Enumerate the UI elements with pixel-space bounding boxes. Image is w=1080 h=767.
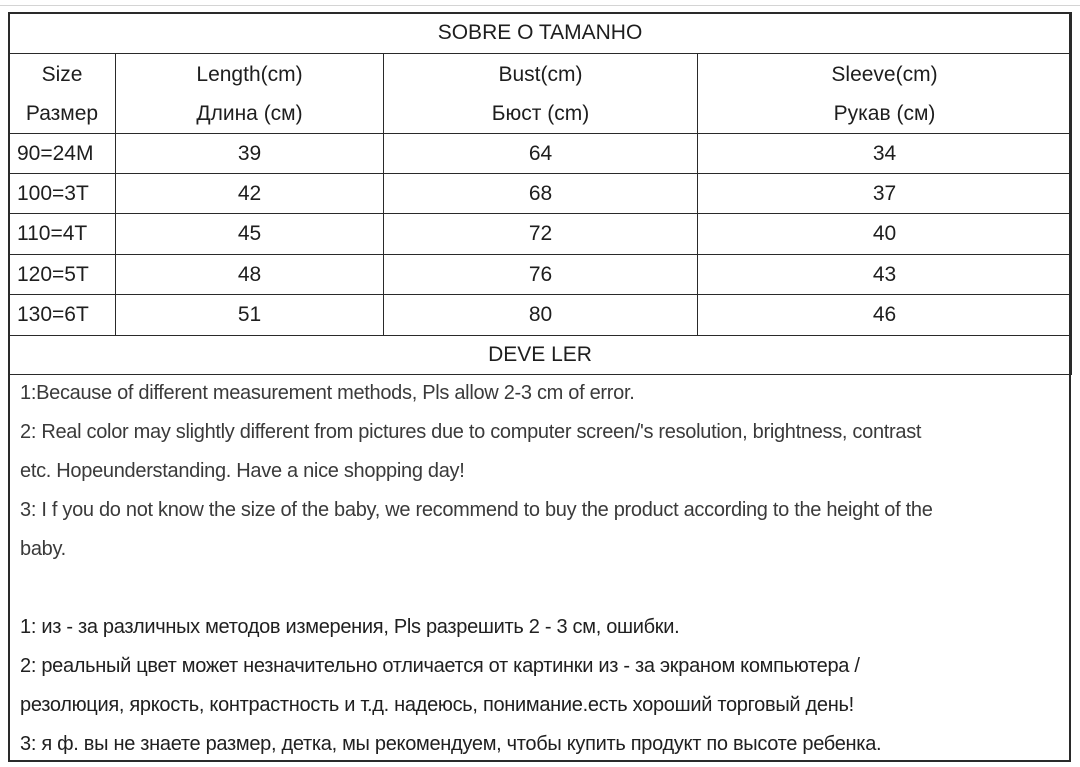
cell-length: 39	[116, 134, 384, 174]
notes-block	[20, 374, 1066, 764]
cell-bust: 80	[384, 295, 698, 336]
note-en-2-cont: etc. Hopeunderstanding. Have a nice shopping day!	[20, 460, 465, 482]
cell-length: 42	[116, 174, 384, 214]
cell-size: 90=24M	[9, 134, 116, 174]
cell-sleeve: 40	[698, 214, 1072, 255]
cell-bust: 68	[384, 174, 698, 214]
cell-sleeve: 37	[698, 174, 1072, 214]
header-length-ru: Длина (см)	[196, 101, 303, 125]
table-title: SOBRE O TAMANHO	[9, 13, 1072, 54]
cell-size: 130=6T	[9, 295, 116, 336]
cell-length: 45	[116, 214, 384, 255]
cell-size: 110=4T	[9, 214, 116, 255]
note-en-1: 1:Because of different measurement methods, Pls allow 2-3 cm of error.	[20, 382, 635, 404]
note-ru-2-cont: резолюция, яркость, контрастность и т.д. надеюсь, понимание.есть хороший торговый день!	[20, 694, 854, 716]
cell-bust: 72	[384, 214, 698, 255]
note-en-3-cont: baby.	[20, 538, 66, 560]
cell-bust: 76	[384, 255, 698, 295]
cell-length: 48	[116, 255, 384, 295]
top-divider	[0, 0, 1080, 6]
note-ru-2: 2: реальный цвет может незначительно отличается от картинки из - за экраном компьютера /	[20, 655, 860, 677]
cell-length: 51	[116, 295, 384, 336]
cell-size: 100=3T	[9, 174, 116, 214]
header-sleeve-en: Sleeve(cm)	[831, 62, 938, 86]
header-size-en: Size	[41, 62, 83, 86]
note-en-3: 3: I f you do not know the size of the baby, we recommend to buy the product according to the height of the	[20, 499, 933, 521]
cell-sleeve: 34	[698, 134, 1072, 174]
cell-bust: 64	[384, 134, 698, 174]
cell-sleeve: 46	[698, 295, 1072, 336]
note-ru-3: 3: я ф. вы не знаете размер, детка, мы рекомендуем, чтобы купить продукт по высоте ребенка.	[20, 733, 882, 755]
note-en-2: 2: Real color may slightly different from pictures due to computer screen/'s resolution, brightness, contrast	[20, 421, 922, 443]
notes-spacer	[20, 569, 1066, 608]
header-sleeve-ru: Рукав (см)	[833, 101, 936, 125]
section-title: DEVE LER	[9, 336, 1072, 375]
header-bust-en: Bust(cm)	[498, 62, 583, 86]
note-ru-1: 1: из - за различных методов измерения, Pls разрешить 2 - 3 см, ошибки.	[20, 616, 680, 638]
cell-size: 120=5T	[9, 255, 116, 295]
header-size-ru: Размер	[25, 101, 99, 125]
header-length-en: Length(cm)	[196, 62, 303, 86]
cell-sleeve: 43	[698, 255, 1072, 295]
header-bust-ru: Бюст (cm)	[491, 101, 590, 125]
